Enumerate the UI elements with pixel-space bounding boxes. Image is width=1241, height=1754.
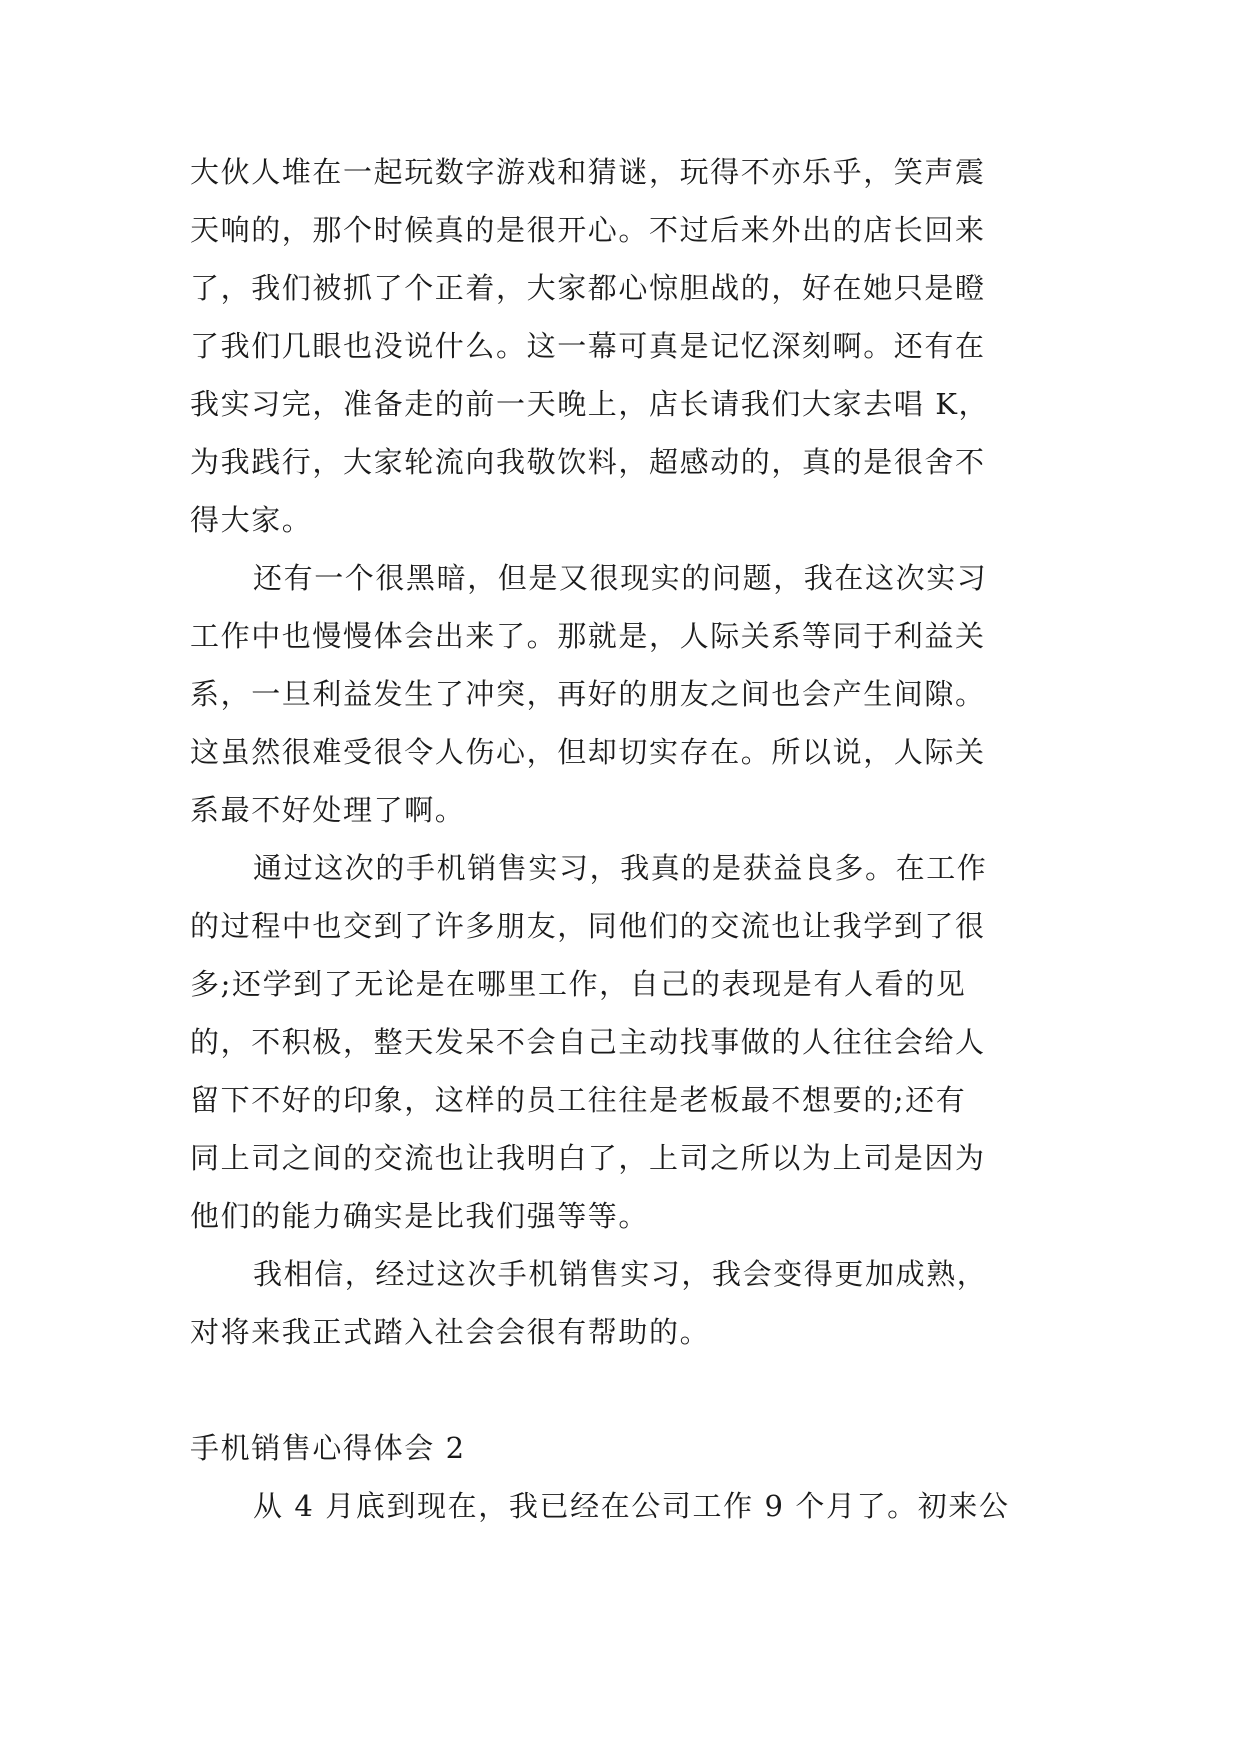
paragraph-line: 了，我们被抓了个正着，大家都心惊胆战的，好在她只是瞪 (190, 271, 986, 305)
paragraph-line: 留下不好的印象，这样的员工往往是老板最不想要的;还有 (190, 1083, 967, 1117)
paragraph-line: 通过这次的手机销售实习，我真的是获益良多。在工作 (253, 851, 988, 885)
paragraph-line: 天响的，那个时候真的是很开心。不过后来外出的店长回来 (190, 213, 986, 247)
paragraph-line: 的过程中也交到了许多朋友，同他们的交流也让我学到了很 (190, 909, 986, 943)
paragraph-line: 我相信，经过这次手机销售实习，我会变得更加成熟， (253, 1257, 988, 1291)
paragraph-line: 我实习完，准备走的前一天晚上，店长请我们大家去唱 K， (190, 387, 990, 421)
paragraph-line: 他们的能力确实是比我们强等等。 (190, 1199, 650, 1233)
paragraph-line: 系最不好处理了啊。 (190, 793, 466, 827)
paragraph-line: 的，不积极，整天发呆不会自己主动找事做的人往往会给人 (190, 1025, 986, 1059)
section-heading: 手机销售心得体会 2 (190, 1431, 466, 1465)
paragraph-line: 得大家。 (190, 503, 313, 537)
paragraph-line: 还有一个很黑暗，但是又很现实的问题，我在这次实习 (253, 561, 988, 595)
paragraph-line: 这虽然很难受很令人伤心，但却切实存在。所以说，人际关 (190, 735, 986, 769)
paragraph-line: 大伙人堆在一起玩数字游戏和猜谜，玩得不亦乐乎，笑声震 (190, 155, 986, 189)
paragraph-line: 为我践行，大家轮流向我敬饮料，超感动的，真的是很舍不 (190, 445, 986, 479)
paragraph-line: 对将来我正式踏入社会会很有帮助的。 (190, 1315, 711, 1349)
paragraph-line: 同上司之间的交流也让我明白了，上司之所以为上司是因为 (190, 1141, 986, 1175)
paragraph-line: 从 4 月底到现在，我已经在公司工作 9 个月了。初来公 (253, 1489, 1010, 1523)
paragraph-line: 系，一旦利益发生了冲突，再好的朋友之间也会产生间隙。 (190, 677, 986, 711)
paragraph-line: 了我们几眼也没说什么。这一幕可真是记忆深刻啊。还有在 (190, 329, 986, 363)
paragraph-line: 多;还学到了无论是在哪里工作，自己的表现是有人看的见 (190, 967, 967, 1001)
paragraph-line: 工作中也慢慢体会出来了。那就是，人际关系等同于利益关 (190, 619, 986, 653)
